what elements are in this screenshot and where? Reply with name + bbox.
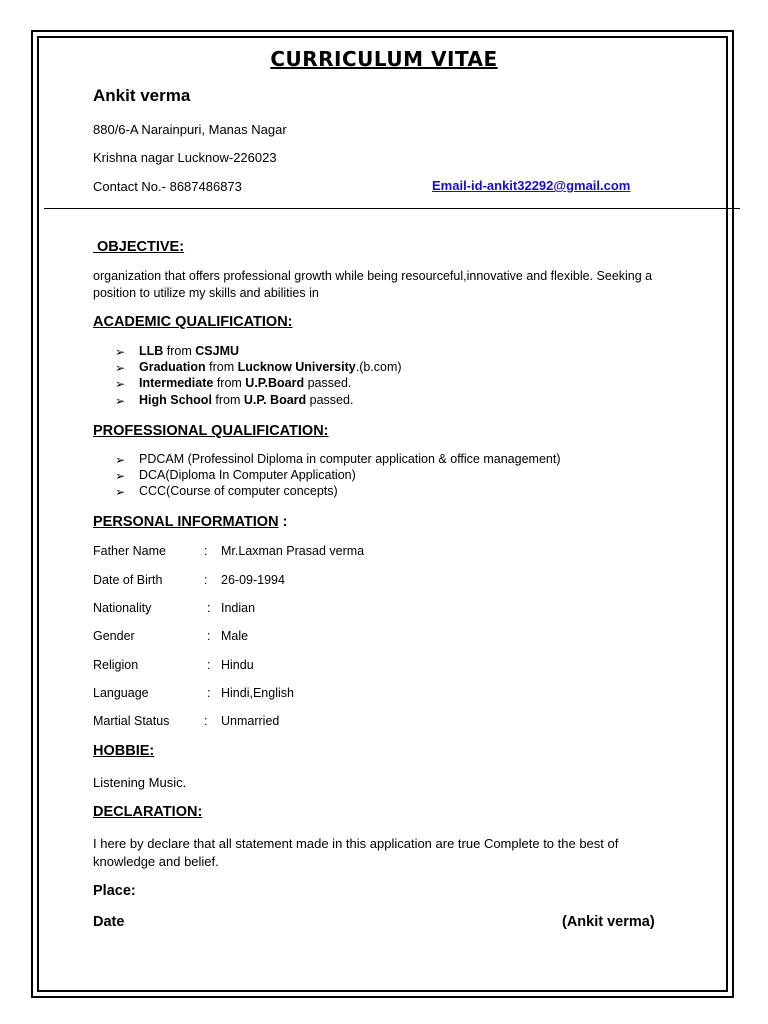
bullet-arrow-icon: ➢ [115, 394, 126, 408]
contact-number: Contact No.- 8687486873 [93, 179, 242, 194]
personal-value: Hindi,English [221, 686, 294, 700]
personal-colon: : [207, 658, 211, 672]
personal-label: Nationality [93, 601, 152, 615]
personal-label: Language [93, 686, 149, 700]
personal-value: Unmarried [221, 714, 280, 728]
personal-value: Hindu [221, 658, 254, 672]
document-title: CURRICULUM VITAE [270, 47, 498, 71]
academic-item [139, 393, 353, 407]
academic-item-note: passed. [306, 393, 354, 407]
academic-item-degree: LLB [139, 344, 164, 358]
academic-item-board: U.P.Board [245, 376, 305, 390]
personal-label: Religion [93, 658, 139, 672]
bullet-arrow-icon: ➢ [115, 377, 126, 391]
academic-item-board: Lucknow University [237, 360, 356, 374]
academic-item-from: from [211, 393, 244, 407]
professional-heading: PROFESSIONAL QUALIFICATION: [93, 423, 329, 439]
objective-text: organization that offers professional growth while being resourceful,innovative and flexible. Seeking a position to utilize my skills and abilities in [93, 269, 653, 300]
academic-item-from: from [213, 376, 246, 390]
address-line-1: 880/6-A Narainpuri, Manas Nagar [93, 122, 287, 137]
professional-item: DCA(Diploma In Computer Application) [139, 468, 356, 482]
bullet-arrow-icon: ➢ [115, 453, 126, 467]
personal-label: Martial Status [93, 714, 170, 728]
academic-heading: ACADEMIC QUALIFICATION: [93, 314, 293, 330]
academic-item [139, 360, 402, 374]
declaration-heading: DECLARATION: [93, 804, 203, 820]
email-link[interactable]: Email-id-ankit32292@gmail.com [432, 178, 631, 193]
personal-colon: : [207, 629, 211, 643]
date-label: Date [93, 914, 125, 930]
hobbie-heading: HOBBIE: [93, 743, 155, 759]
academic-item-board: CSJMU [195, 344, 240, 358]
personal-label: Gender [93, 629, 135, 643]
personal-value: Mr.Laxman Prasad verma [221, 544, 365, 558]
address-line-2: Krishna nagar Lucknow-226023 [93, 150, 277, 165]
personal-colon: : [204, 544, 208, 558]
personal-value: Indian [221, 601, 256, 615]
place-label: Place: [93, 883, 136, 899]
academic-item-degree: High School [139, 393, 212, 407]
academic-item-from: from [205, 360, 238, 374]
signature-name: (Ankit verma) [562, 914, 655, 930]
declaration-text: I here by declare that all statement made in this application are true Complete to the best of knowledge and belief. [93, 836, 619, 869]
personal-label: Father Name [93, 544, 166, 558]
academic-item-board: U.P. Board [243, 393, 307, 407]
academic-item-degree: Graduation [139, 360, 206, 374]
academic-item-note: passed. [304, 376, 352, 390]
hobbie-text: Listening Music. [93, 775, 187, 790]
professional-item: PDCAM (Professinol Diploma in computer application & office management) [139, 452, 561, 466]
header-divider [44, 208, 740, 209]
bullet-arrow-icon: ➢ [115, 469, 126, 483]
personal-value: 26-09-1994 [221, 573, 285, 587]
personal-colon: : [204, 573, 208, 587]
academic-item-from: from [163, 344, 196, 358]
bullet-arrow-icon: ➢ [115, 485, 126, 499]
personal-value: Male [221, 629, 249, 643]
personal-colon: : [204, 714, 208, 728]
candidate-name: Ankit verma [93, 86, 191, 105]
academic-item-degree: Intermediate [139, 376, 214, 390]
bullet-arrow-icon: ➢ [115, 345, 126, 359]
bullet-arrow-icon: ➢ [115, 361, 126, 375]
personal-colon: : [207, 601, 211, 615]
personal-heading: PERSONAL INFORMATION : [93, 514, 288, 530]
objective-heading: OBJECTIVE: [97, 239, 185, 255]
academic-item [139, 344, 239, 358]
academic-item-note: .(b.com) [355, 360, 402, 374]
personal-colon: : [207, 686, 211, 700]
academic-item [139, 376, 351, 390]
professional-item: CCC(Course of computer concepts) [139, 484, 338, 498]
personal-label: Date of Birth [93, 573, 163, 587]
